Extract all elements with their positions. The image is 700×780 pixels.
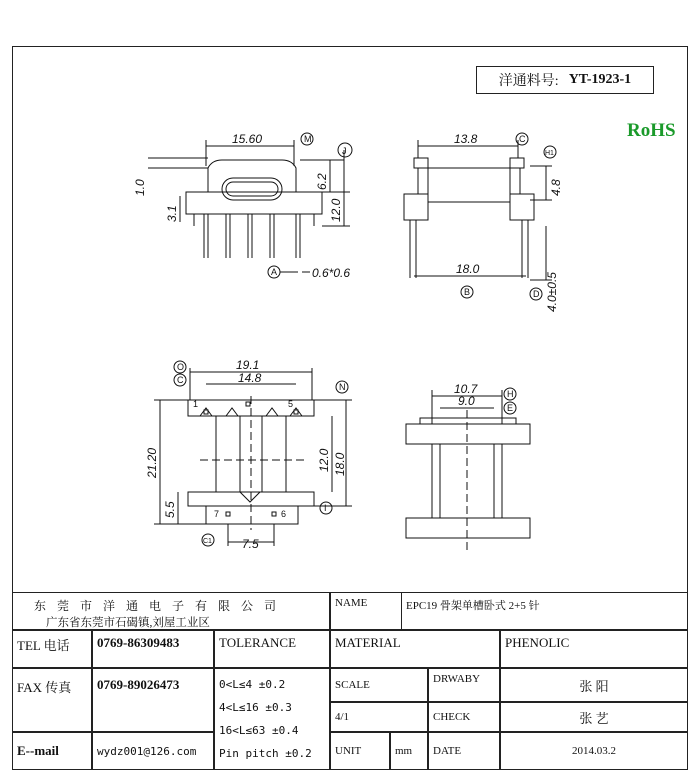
fax-value: 0769-89026473 bbox=[92, 668, 214, 732]
v3-pin-7: 7 bbox=[214, 509, 220, 519]
v1-dim-width: 15.60 bbox=[232, 132, 263, 146]
v3-mark-c: C bbox=[177, 375, 184, 385]
tel-label: TEL 电话 bbox=[12, 630, 92, 668]
part-number-label: 洋通料号: bbox=[498, 74, 559, 89]
date-value: 2014.03.2 bbox=[500, 732, 688, 770]
date-label: DATE bbox=[428, 732, 500, 770]
v3-dim-191: 19.1 bbox=[236, 358, 260, 372]
fax-label: FAX 传真 bbox=[12, 668, 92, 732]
unit-value: mm bbox=[390, 732, 428, 770]
tolerance-list bbox=[214, 668, 330, 770]
drawby-value: 张 阳 bbox=[500, 668, 688, 702]
v1-mark-m: M bbox=[304, 134, 312, 144]
v1-dim-120: 12.0 bbox=[329, 198, 343, 222]
email-label: E--mail bbox=[12, 732, 92, 770]
v3-mark-o: O bbox=[177, 362, 185, 372]
v3-dim-75: 7.5 bbox=[242, 537, 259, 551]
email-value: wydz001@126.com bbox=[92, 732, 214, 770]
material-value: PHENOLIC bbox=[500, 630, 688, 668]
tolerance-row-4: Pin pitch ±0.2 bbox=[219, 747, 312, 760]
v1-mark-j: J bbox=[342, 146, 347, 156]
v3-mark-c1: C1 bbox=[203, 538, 212, 545]
v1-dim-62: 6.2 bbox=[315, 173, 329, 190]
v3-mark-i: I bbox=[324, 503, 327, 513]
v2-dim-pitch: 18.0 bbox=[456, 262, 480, 276]
v3-dim-2120: 21.20 bbox=[145, 447, 159, 478]
rohs-mark: RoHS bbox=[627, 120, 676, 141]
check-value: 张 艺 bbox=[500, 702, 688, 732]
v3-dim-55: 5.5 bbox=[163, 501, 177, 518]
v1-dim-10: 1.0 bbox=[133, 179, 147, 196]
v1-core-window bbox=[222, 178, 282, 200]
tolerance-row-1: 0<L≤4 ±0.2 bbox=[219, 678, 286, 691]
v2-dim-width: 13.8 bbox=[454, 132, 478, 146]
material-label: MATERIAL bbox=[330, 630, 500, 668]
v3-mark-n: N bbox=[339, 382, 346, 392]
name-label: NAME bbox=[330, 592, 402, 630]
company-address: 广东省东莞市石碣镇,刘屋工业区 bbox=[46, 617, 210, 629]
tel-value: 0769-86309483 bbox=[92, 630, 214, 668]
v2-mark-d: D bbox=[533, 289, 540, 299]
scale-value: 4/1 bbox=[330, 702, 428, 732]
tolerance-label: TOLERANCE bbox=[214, 630, 330, 668]
v3-pin-5: 5 bbox=[288, 399, 294, 409]
title-block bbox=[12, 592, 688, 770]
v1-mark-a: A bbox=[271, 267, 278, 277]
v2-dim-pin-len: 4.0±0.5 bbox=[545, 272, 559, 312]
tolerance-row-3: 16<L≤63 ±0.4 bbox=[219, 724, 299, 737]
v3-dim-180: 18.0 bbox=[333, 452, 347, 476]
v1-pins bbox=[204, 214, 300, 258]
v4-dim-90: 9.0 bbox=[458, 394, 475, 408]
drawby-label: DRWABY bbox=[428, 668, 500, 702]
part-number-value: YT-1923-1 bbox=[568, 72, 632, 87]
unit-label: UNIT bbox=[330, 732, 390, 770]
v3-pin-1: 1 bbox=[193, 399, 199, 409]
v4-dim-107: 10.7 bbox=[454, 382, 478, 396]
v2-mark-c: C bbox=[519, 134, 526, 144]
v1-body bbox=[208, 160, 296, 192]
company-name: 东 莞 市 洋 通 电 子 有 限 公 司 bbox=[34, 599, 281, 613]
v4-mark-e: E bbox=[507, 403, 514, 413]
v3-dim-148: 14.8 bbox=[238, 371, 262, 385]
v4-mark-h: H bbox=[507, 389, 514, 399]
name-value: EPC19 骨架单槽卧式 2+5 针 bbox=[402, 592, 688, 630]
tolerance-row-2: 4<L≤16 ±0.3 bbox=[219, 701, 292, 714]
check-label: CHECK bbox=[428, 702, 500, 732]
v1-base-flange bbox=[186, 192, 322, 214]
v1-dim-31: 3.1 bbox=[165, 205, 179, 222]
v2-dim-48: 4.8 bbox=[549, 179, 563, 196]
v3-dim-120: 12.0 bbox=[317, 448, 331, 472]
v1-dim-pin: 0.6*0.6 bbox=[312, 266, 351, 280]
v2-mark-b: B bbox=[464, 287, 471, 297]
scale-label: SCALE bbox=[330, 668, 428, 702]
v2-mark-h1: H1 bbox=[545, 150, 554, 157]
v3-pin-6: 6 bbox=[281, 509, 287, 519]
